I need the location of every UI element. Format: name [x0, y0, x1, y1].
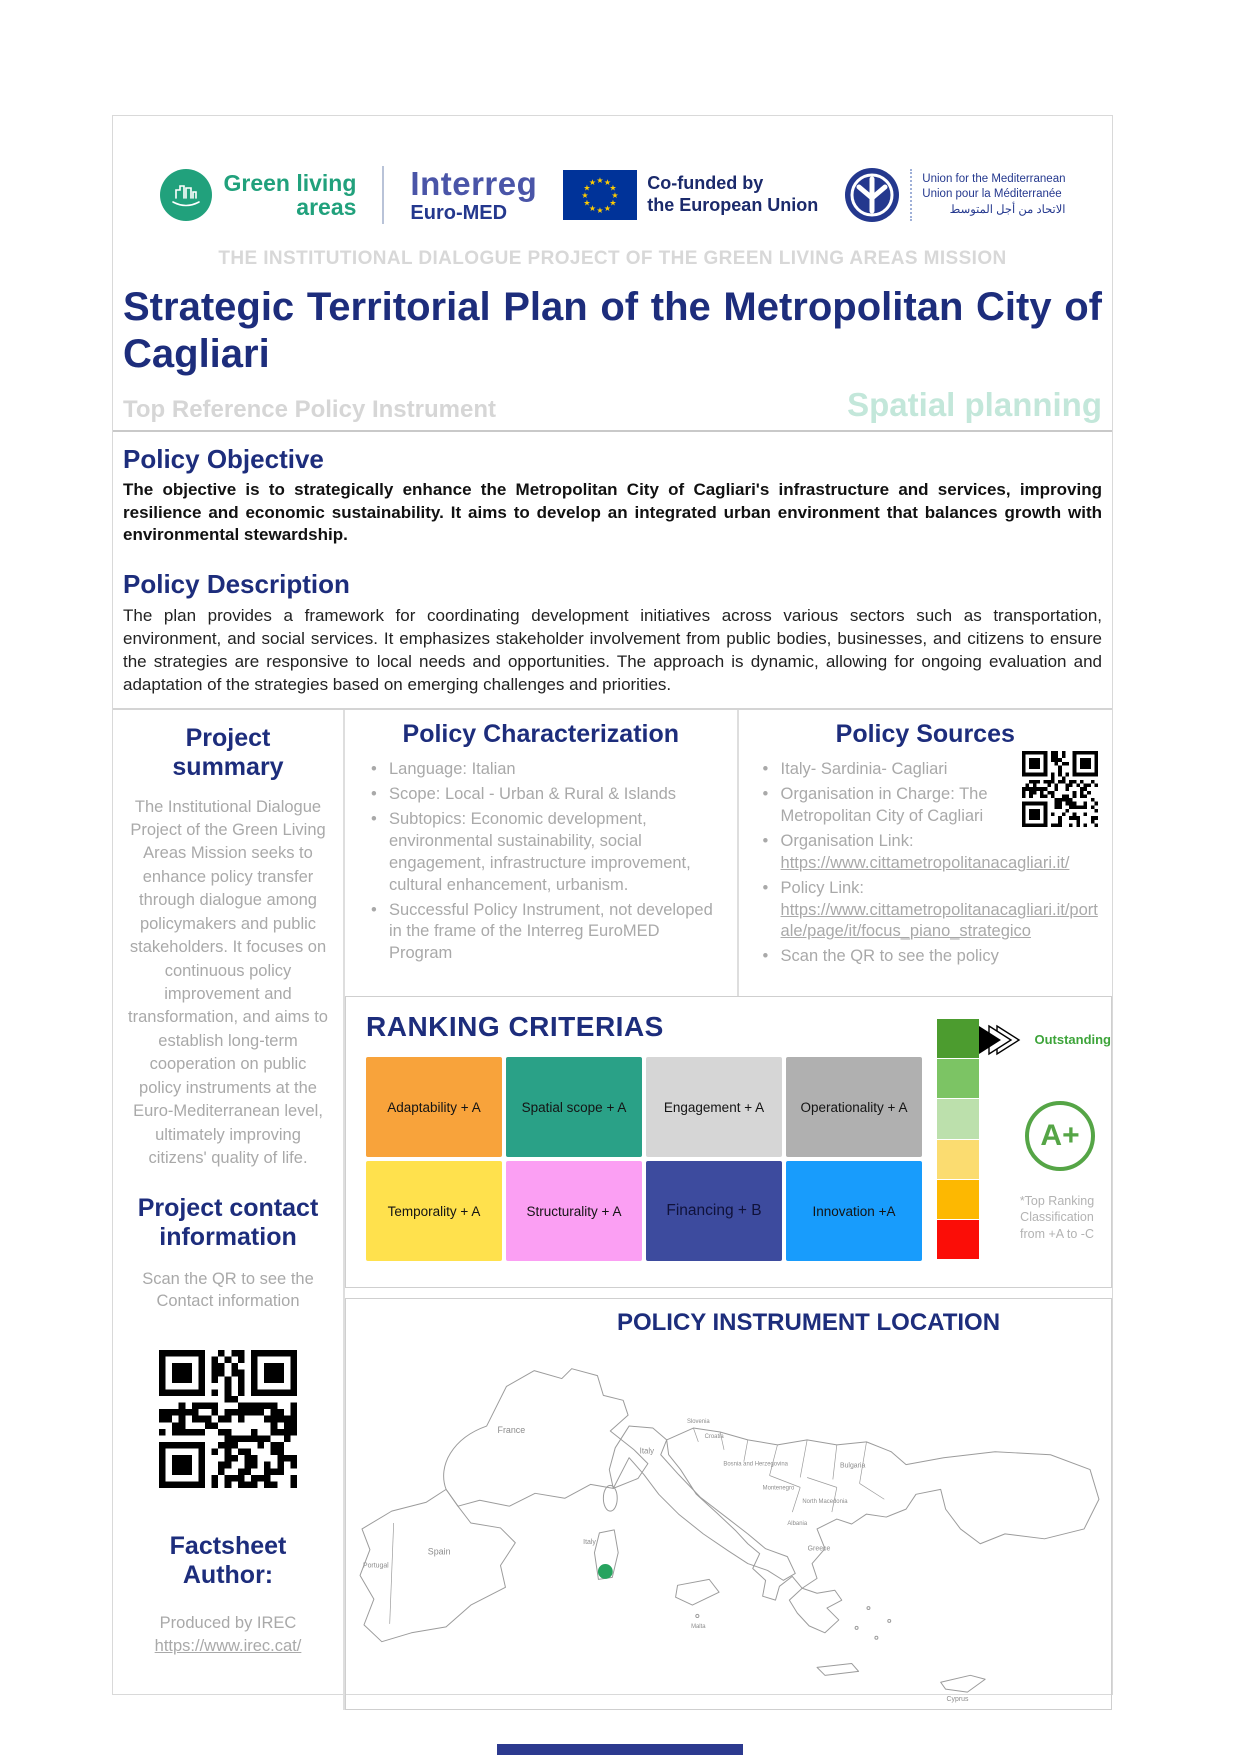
svg-text:★: ★ — [589, 178, 597, 187]
ranking-tile-innovation: Innovation +A — [786, 1161, 922, 1261]
scale-segment — [937, 1180, 979, 1219]
topic-label: Spatial planning — [847, 386, 1102, 424]
svg-text:★: ★ — [604, 204, 612, 213]
policy-description-text: The plan provides a framework for coordinating development initiatives across various sectors such as transportation, environment, and social services. It emphasizes stakeholder involvement from public bodies, businesses, and citizens to ensure the strategies are responsive to local needs and opportunities. The approach is dynamic, allowing for ongoing evaluation and adaptation of the strategies based on emerging challenges and priorities. — [123, 605, 1102, 695]
logo-row — [113, 158, 1112, 232]
map-label: France — [497, 1425, 526, 1436]
text-columns — [345, 710, 1112, 996]
scale-segment — [937, 1220, 979, 1259]
policy-characterization-heading: Policy Characterization — [402, 720, 680, 749]
ranking-tile-adaptability: Adaptability + A — [366, 1057, 502, 1157]
svg-text:★: ★ — [583, 183, 591, 193]
map-label: Montenegro — [762, 1485, 795, 1492]
factsheet-frame — [112, 115, 1113, 1704]
project-kicker: THE INSTITUTIONAL DIALOGUE PROJECT OF THE GREEN LIVING AREAS MISSION — [218, 248, 1007, 269]
svg-text:★: ★ — [596, 176, 604, 185]
eu-cofunded-logo — [563, 170, 818, 220]
footer-bar — [497, 1744, 743, 1755]
bottom-area — [113, 708, 1112, 1710]
project-summary-column — [113, 710, 345, 1710]
map-label: Cyprus — [946, 1696, 969, 1704]
ufm-logo — [844, 167, 1065, 223]
outstanding-label: Outstanding — [1034, 1032, 1111, 1048]
policy-characterization-list — [361, 759, 721, 965]
list-item: • Scope: Local - Urban & Rural & Islands — [369, 784, 721, 806]
eu-cofunded-text: Co-funded by the European Union — [647, 173, 819, 215]
list-item: • Language: Italian — [369, 759, 721, 781]
scale-segment — [937, 1140, 979, 1179]
ranking-tiles — [366, 1057, 1095, 1261]
policy-description-heading: Policy Description — [123, 568, 350, 599]
map-label: North Macedonia — [802, 1499, 848, 1506]
svg-text:★: ★ — [596, 206, 604, 215]
europe-map — [346, 1339, 1111, 1705]
contact-note: Scan the QR to see the Contact information — [142, 1269, 314, 1311]
contact-qr-code — [159, 1350, 297, 1488]
map-label: Spain — [427, 1546, 451, 1557]
ranking-color-scale — [937, 1019, 979, 1259]
map-label: Bulgaria — [839, 1462, 866, 1470]
policy-location-heading: POLICY INSTRUMENT LOCATION — [616, 1309, 1001, 1337]
ranking-tile-temporality: Temporality + A — [366, 1161, 502, 1261]
list-item: • Organisation in Charge: The Metropolitan City of Cagliari — [761, 784, 1098, 828]
policy-characterization-column — [345, 710, 739, 996]
map-label: Greece — [807, 1545, 831, 1553]
logo-separator — [382, 166, 384, 224]
policy-objective-text: The objective is to strategically enhance the Metropolitan City of Cagliari's infrastructure and services, improving resilience and economic sustainability. It aims to develop an integrated urban environment that balances growth with environmental stewardship. — [123, 480, 1102, 545]
policy-link-label: Policy Link: — [780, 878, 864, 897]
map-label: Italy — [583, 1538, 596, 1546]
green-living-areas-icon — [159, 168, 213, 222]
divider — [113, 430, 1112, 432]
svg-text:★: ★ — [589, 204, 597, 213]
euromed-wordmark: Euro-MED — [410, 202, 508, 224]
map-label: Slovenia — [686, 1419, 710, 1426]
ranking-criterias-panel — [345, 996, 1112, 1288]
ufm-separator — [910, 169, 912, 221]
grade-badge: A+ — [1025, 1101, 1095, 1171]
eu-flag-icon — [563, 170, 637, 220]
contact-heading: Project contact information — [137, 1194, 319, 1252]
right-area — [345, 710, 1112, 1710]
subtitle-row — [123, 386, 1102, 424]
scale-segment — [937, 1059, 979, 1098]
rank-pointer-icon — [975, 1023, 1021, 1057]
project-summary-text: The Institutional Dialogue Project of the Green Living Areas Mission seeks to enhance policy transfer through dialogue among policymakers and public stakeholders. It focuses on continuous policy improvement and transformation, and aims to establish long-term cooperation on public policy instruments at the Euro-Mediterranean level, ultimately improving citizens' quality of life. — [128, 797, 328, 1167]
ranking-tile-financing: Financing + B — [646, 1161, 782, 1261]
svg-text:★: ★ — [581, 191, 589, 200]
svg-text:★: ★ — [604, 178, 612, 187]
policy-sources-heading: Policy Sources — [835, 720, 1015, 749]
svg-text:★: ★ — [609, 183, 617, 193]
ranking-criterias-heading: RANKING CRITERIAS — [366, 1011, 664, 1043]
ranking-note: *Top Ranking Classification from +A to -C — [1019, 1194, 1095, 1241]
policy-sources-list — [753, 759, 1098, 968]
policy-sources-column — [739, 710, 1112, 996]
map-label: Albania — [787, 1521, 808, 1528]
ranking-tile-spatial-scope: Spatial scope + A — [506, 1057, 642, 1157]
list-item — [761, 831, 1098, 875]
interreg-euromed-logo — [410, 167, 537, 223]
organisation-link[interactable]: https://www.cittametropolitanacagliari.it/ — [780, 853, 1070, 872]
list-item: • Scan the QR to see the policy — [761, 946, 1098, 968]
irec-link[interactable]: https://www.irec.cat/ — [154, 1636, 302, 1655]
page-title: Strategic Territorial Plan of the Metropolitan City of Cagliari — [123, 285, 1102, 377]
svg-text:★: ★ — [609, 198, 617, 208]
map-label: Italy — [639, 1446, 655, 1456]
interreg-wordmark: Interreg — [410, 165, 538, 202]
map-label: Malta — [691, 1623, 706, 1630]
ufm-icon — [844, 167, 900, 223]
produced-by-text: Produced by IREC — [159, 1613, 297, 1632]
ranking-tile-structurality: Structurality + A — [506, 1161, 642, 1261]
map-label: Croatia — [704, 1434, 724, 1441]
ranking-tile-operationality: Operationality + A — [786, 1057, 922, 1157]
scale-segment — [937, 1099, 979, 1138]
policy-location-panel — [345, 1298, 1112, 1710]
cagliari-marker — [598, 1564, 613, 1579]
scale-segment — [937, 1019, 979, 1058]
ranking-tile-engagement: Engagement + A — [646, 1057, 782, 1157]
list-item: • Italy- Sardinia- Cagliari — [761, 759, 1098, 781]
list-item — [761, 878, 1098, 944]
list-item: • Subtopics: Economic development, environmental sustainability, social engagement, infrastructure improvement, cultural enhancement, urbanism. — [369, 809, 721, 897]
policy-link[interactable]: https://www.cittametropolitanacagliari.it/portale/page/it/focus_piano_strategico — [780, 900, 1098, 941]
svg-text:★: ★ — [611, 191, 619, 200]
green-living-areas-logo — [159, 168, 356, 222]
project-summary-heading: Project summary — [172, 724, 284, 781]
green-living-areas-wordmark: Green living areas — [223, 169, 357, 220]
svg-text:★: ★ — [583, 198, 591, 208]
ufm-text: Union for the Mediterranean Union pour la Méditerranée الاتحاد من أجل المتوسط — [922, 172, 1066, 216]
list-item: • Successful Policy Instrument, not developed in the frame of the Interreg EuroMED Program — [369, 900, 721, 966]
map-label: Bosnia and Herzegovina — [723, 1461, 788, 1468]
org-link-label: Organisation Link: — [780, 831, 914, 850]
policy-objective-heading: Policy Objective — [123, 444, 324, 475]
map-label: Portugal — [362, 1562, 389, 1570]
instrument-type-label: Top Reference Policy Instrument — [123, 396, 496, 424]
factsheet-author-heading: Factsheet Author: — [169, 1532, 287, 1590]
